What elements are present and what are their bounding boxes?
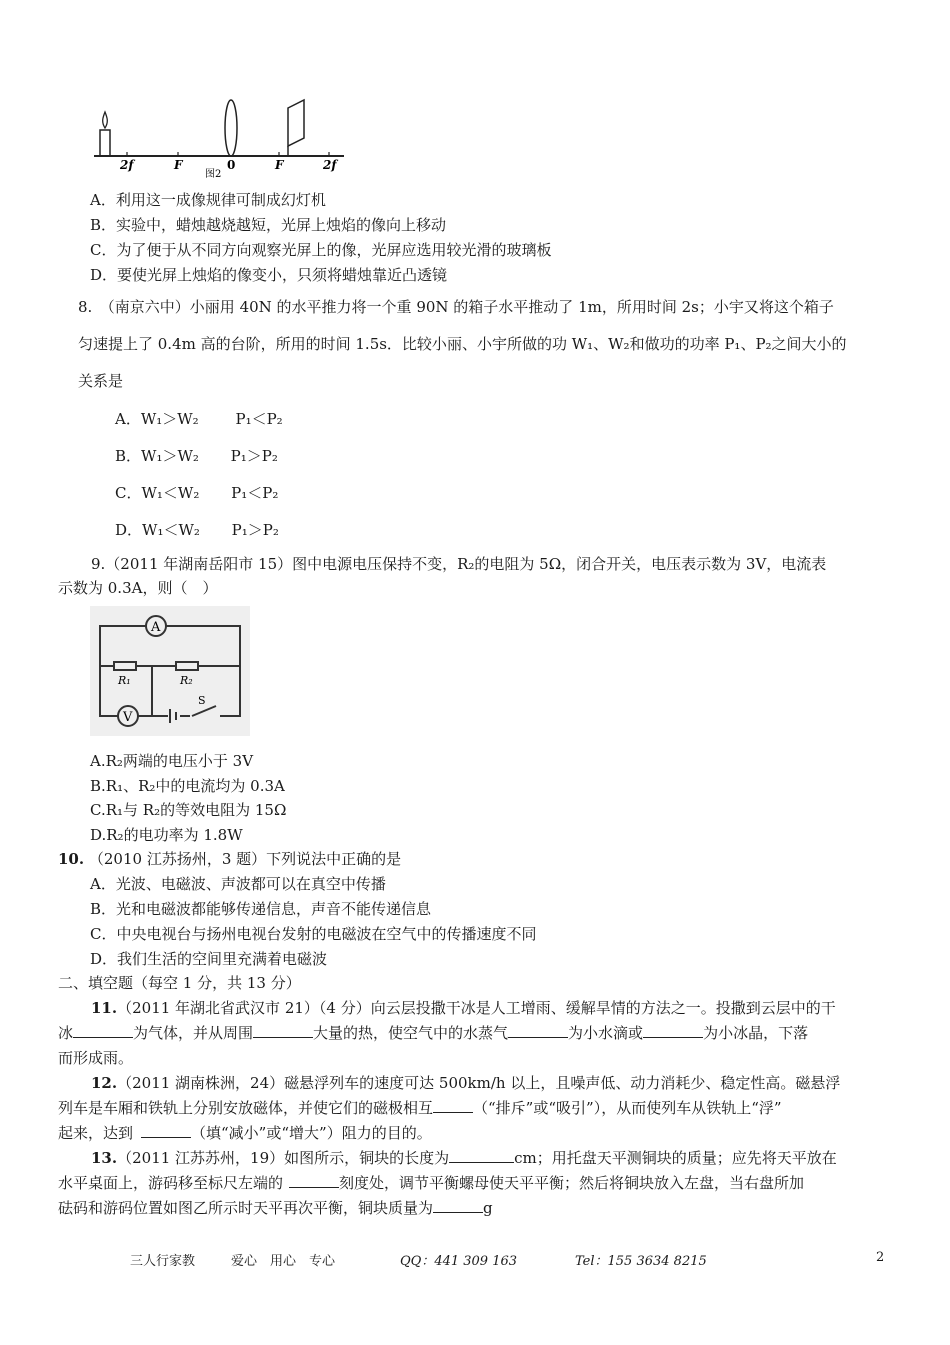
lens-figure [92, 90, 352, 178]
q11-number: 11. [91, 999, 118, 1017]
q11-text-2e: 为小冰晶，下落 [703, 1024, 809, 1042]
q13-line-1 [91, 1147, 837, 1168]
q12-line-2 [58, 1097, 782, 1118]
q7-option-a: A．利用这一成像规律可制成幻灯机 [90, 191, 326, 209]
q11-text-2d: 为小水滴或 [568, 1024, 644, 1042]
q11-text-2c: 大量的热，使空气中的水蒸气 [313, 1024, 509, 1042]
q9-line-1: 9.（2011 年湖南岳阳市 15）图中电源电压保持不变，R₂的电阻为 5Ω，闭合开关，电压表示数为 3V，电流表 [91, 555, 827, 573]
q8-option-c-w: C．W₁＜W₂ [115, 484, 200, 502]
q11-text-2b: 为气体，并从周围 [133, 1024, 254, 1042]
light-screen [288, 100, 304, 146]
q12-line-1 [91, 1072, 840, 1093]
convex-lens [225, 100, 237, 156]
fig2-label-2f-left: 2f [120, 158, 134, 172]
q13-line-2 [58, 1172, 804, 1193]
q11-blank-4[interactable] [643, 1023, 703, 1038]
footer-page-number: 2 [876, 1250, 885, 1265]
candle [100, 130, 110, 156]
fig2-label-origin: 0 [227, 158, 236, 172]
q8-option-d-p: P₁＞P₂ [231, 521, 279, 539]
q13-blank-1[interactable] [449, 1148, 514, 1163]
q12-text-1: （2011 湖南株洲，24）磁悬浮列车的速度可达 500km/h 以上，且噪声低、动力消耗少、稳定性高。磁悬浮 [117, 1074, 841, 1092]
q12-line-3 [58, 1122, 432, 1143]
q10-number: 10. [58, 850, 85, 868]
q13-blank-2[interactable] [289, 1173, 339, 1188]
q9-option-c: C.R₁与 R₂的等效电阻为 15Ω [90, 801, 287, 819]
q13-blank-3[interactable] [433, 1198, 483, 1213]
q7-option-b: B．实验中，蜡烛越烧越短，光屏上烛焰的像向上移动 [90, 216, 447, 234]
q11-line-3: 而形成雨。 [58, 1049, 134, 1067]
q10-text: （2010 江苏扬州，3 题）下列说法中正确的是 [88, 850, 402, 868]
q8-option-d-w: D．W₁＜W₂ [115, 521, 200, 539]
q9-option-b: B.R₁、R₂中的电流均为 0.3A [90, 777, 285, 795]
fig2-label-f-left: F [174, 158, 183, 172]
q8-option-c [115, 482, 278, 503]
q13-text-1b: cm；用托盘天平测铜块的质量；应先将天平放在 [514, 1149, 837, 1167]
q13-number: 13. [91, 1149, 118, 1167]
q13-line-3 [58, 1197, 493, 1218]
q8-line-3: 关系是 [78, 372, 124, 390]
q8-option-a-w: A．W₁＞W₂ [115, 410, 199, 428]
resistor-r1-label: R₁ [118, 674, 131, 687]
q11-blank-1[interactable] [73, 1023, 133, 1038]
q8-line-1: 8. （南京六中）小丽用 40N 的水平推力将一个重 90N 的箱子水平推动了 1m，所用时间 2s；小宇又将这个箱子 [78, 298, 834, 316]
fig2-label-f-right: F [275, 158, 284, 172]
q10-option-b: B．光和电磁波都能够传递信息，声音不能传递信息 [90, 900, 432, 918]
fig2-label-2f-right: 2f [323, 158, 337, 172]
q13-text-2a: 水平桌面上，游码移至标尺左端的 [58, 1174, 284, 1192]
voltmeter-label: V [123, 710, 133, 725]
q10-option-c: C．中央电视台与扬州电视台发射的电磁波在空气中的传播速度不同 [90, 925, 537, 943]
q10-option-d: D．我们生活的空间里充满着电磁波 [90, 950, 328, 968]
q8-line-2: 匀速提上了 0.4m 高的台阶，所用的时间 1.5s．比较小丽、小宇所做的功 W₁、W₂和做功的功率 P₁、P₂之间大小的 [78, 335, 847, 353]
q11-blank-2[interactable] [253, 1023, 313, 1038]
q12-text-3a: 起来，达到 [58, 1124, 134, 1142]
q12-number: 12. [91, 1074, 118, 1092]
resistor-r2 [176, 662, 198, 670]
footer-org: 三人行家教 [130, 1254, 196, 1269]
q11-blank-3[interactable] [508, 1023, 568, 1038]
footer-motto: 爱心 用心 专心 [231, 1254, 336, 1269]
q11-text-2a: 冰 [58, 1024, 74, 1042]
switch-label: S [198, 694, 206, 707]
q11-text-1: （2011 年湖北省武汉市 21）（4 分）向云层投撒干冰是人工增雨、缓解旱情的方法之一。投撒到云层中的干 [117, 999, 836, 1017]
q7-option-c: C．为了便于从不同方向观察光屏上的像，光屏应选用较光滑的玻璃板 [90, 241, 552, 259]
resistor-r2-label: R₂ [180, 674, 193, 687]
footer-tel: Tel：155 3634 8215 [575, 1254, 707, 1269]
footer-qq: QQ：441 309 163 [400, 1254, 518, 1269]
q8-option-b-p: P₁＞P₂ [230, 447, 278, 465]
q13-text-3a: 砝码和游码位置如图乙所示时天平再次平衡，铜块质量为 [58, 1199, 434, 1217]
q13-text-1a: （2011 江苏苏州，19）如图所示，铜块的长度为 [117, 1149, 450, 1167]
q12-text-3b: （填“减小”或“增大”）阻力的目的。 [191, 1124, 432, 1142]
q9-option-d: D.R₂的电功率为 1.8W [90, 826, 243, 844]
q7-option-d: D．要使光屏上烛焰的像变小，只须将蜡烛靠近凸透镜 [90, 266, 448, 284]
q12-text-2a: 列车是车厢和铁轨上分别安放磁体，并使它们的磁极相互 [58, 1099, 434, 1117]
ammeter-label: A [151, 620, 161, 635]
q12-blank-2[interactable] [141, 1123, 191, 1138]
q13-text-3b: g [483, 1199, 493, 1217]
q8-option-b [115, 445, 278, 466]
q10-option-a: A．光波、电磁波、声波都可以在真空中传播 [90, 875, 386, 893]
circuit-diagram [90, 606, 250, 736]
candle-flame [103, 112, 108, 128]
section-fill-in-heading: 二、填空题（每空 1 分，共 13 分） [58, 974, 301, 992]
q13-text-2b: 刻度处，调节平衡螺母使天平平衡；然后将铜块放入左盘，当右盘所加 [339, 1174, 805, 1192]
q8-option-c-p: P₁＜P₂ [231, 484, 279, 502]
q9-line-2: 示数为 0.3A，则（ ） [58, 579, 218, 597]
q12-text-2b: （“排斥”或“吸引”），从而使列车从铁轨上“浮” [473, 1099, 782, 1117]
q8-option-a [115, 408, 283, 429]
q8-option-d [115, 519, 279, 540]
q11-line-2 [58, 1022, 808, 1043]
q10-stem [58, 848, 401, 869]
q8-option-b-w: B．W₁＞W₂ [115, 447, 199, 465]
q12-blank-1[interactable] [433, 1098, 473, 1113]
fig2-caption: 图2 [205, 169, 222, 178]
q11-line-1 [91, 997, 836, 1018]
q8-option-a-p: P₁＜P₂ [235, 410, 283, 428]
resistor-r1 [114, 662, 136, 670]
q9-option-a: A.R₂两端的电压小于 3V [90, 752, 254, 770]
